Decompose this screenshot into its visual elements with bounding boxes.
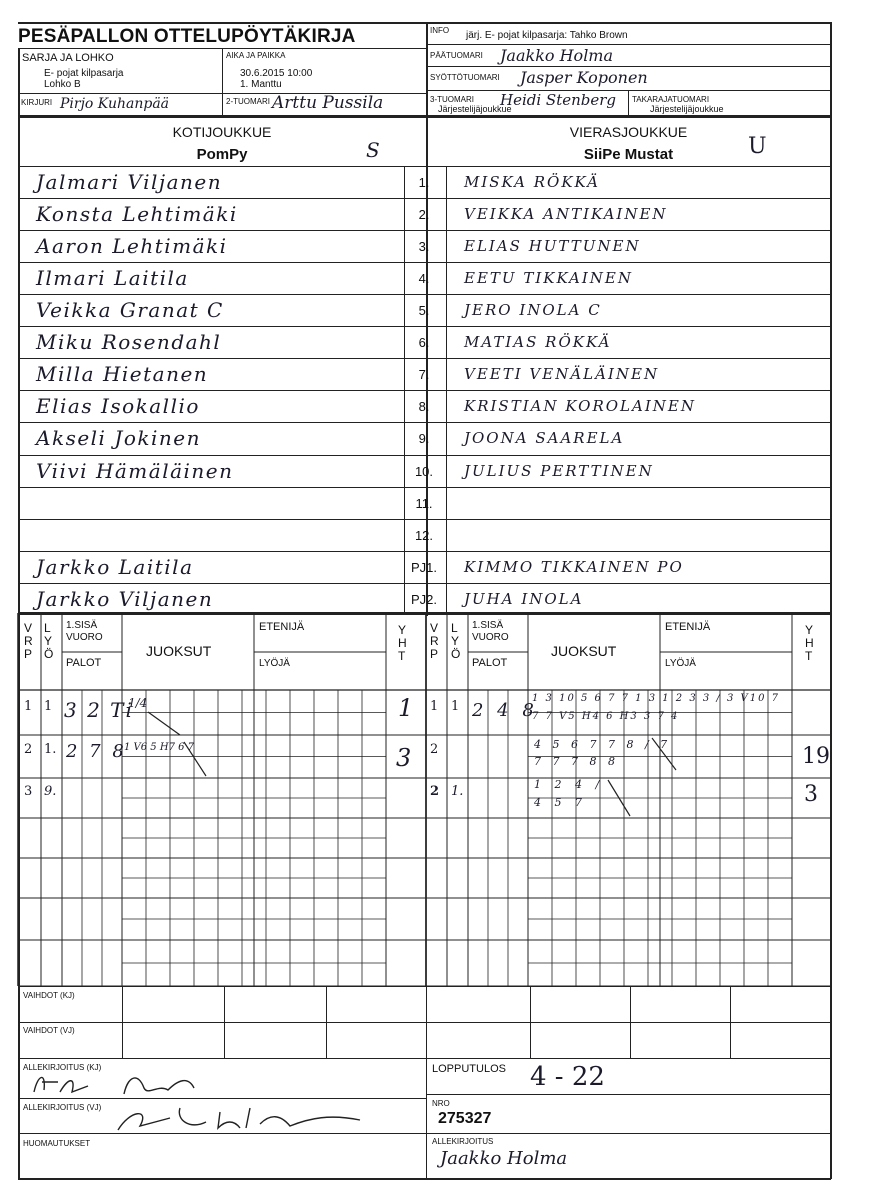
player-number: 7. [418, 367, 430, 382]
away-lyoja-header: LYÖJÄ [665, 658, 696, 669]
home-player-name: Miku Rosendahl [36, 330, 222, 354]
info-label: INFO [430, 26, 450, 35]
home-row2-vrp: 2 [24, 742, 33, 757]
syottotuomari-label: SYÖTTÖTUOMARI [430, 73, 500, 82]
tuomari3-sub: Järjestelijäjoukkue [438, 104, 512, 114]
home-player-name: Aaron Lehtimäki [36, 234, 228, 258]
away-player-name: EETU TIKKAINEN [464, 269, 634, 287]
away-player-name: MATIAS RÖKKÄ [464, 333, 612, 351]
sarja-label: SARJA JA LOHKO [22, 52, 114, 64]
home-row1-vrp: 1 [24, 699, 33, 714]
away-player-name: JOONA SAARELA [464, 429, 625, 447]
nro-label: NRO [432, 1099, 450, 1108]
home-player-name: Ilmari Laitila [36, 266, 189, 290]
home-row3-lyo: 9. [44, 784, 57, 799]
away-row3-vrp: 2 [430, 784, 440, 799]
away-sisa-header: 1.SISÄ VUORO [472, 620, 509, 643]
home-player-name: Akseli Jokinen [36, 426, 201, 450]
aika-value-1: 30.6.2015 10:00 [240, 68, 313, 79]
home-row2-runs: 1 V6 5 H7 6 7 [124, 742, 195, 753]
form-title: PESÄPALLON OTTELUPÖYTÄKIRJA [18, 26, 356, 47]
away-row3-runs: 1 2 4 / 4 5 7 [534, 778, 605, 809]
vaihdot-kj-label: VAIHDOT (KJ) [23, 991, 75, 1000]
syottotuomari-value: Jasper Koponen [520, 68, 648, 87]
takara-label: TAKARAJATUOMARI [632, 95, 710, 104]
away-juoksut-header: JUOKSUT [551, 643, 617, 659]
player-number: 9. [418, 431, 430, 446]
player-number: 8. [418, 399, 430, 414]
player-number: 11. [415, 496, 433, 511]
home-lyo-header: L Y Ö [44, 621, 54, 661]
away-player-name: JERO INOLA C [464, 301, 602, 319]
home-team-header: KOTIJOUKKUE [172, 124, 272, 140]
away-yht-header: Y H T [805, 623, 814, 663]
allekirjoitus-label: ALLEKIRJOITUS [432, 1137, 494, 1146]
sarja-value-1: E- pojat kilpasarja [44, 68, 124, 79]
lopputulos-label: LOPPUTULOS [432, 1063, 506, 1075]
home-sisa-header: 1.SISÄ VUORO [66, 620, 103, 643]
home-palot-header: PALOT [66, 657, 102, 669]
allekirjoitus-kj-label: ALLEKIRJOITUS (KJ) [23, 1063, 102, 1072]
player-number: 1. [418, 175, 430, 190]
tuomari3-value: Heidi Stenberg [500, 91, 617, 109]
home-player-name: Konsta Lehtimäki [36, 202, 238, 226]
home-player-name: Jalmari Viljanen [36, 170, 223, 194]
home-row1-runs: 1/4 [128, 696, 148, 710]
player-number: 5. [418, 303, 430, 318]
lopputulos-value: 4 - 22 [530, 1062, 605, 1092]
away-row1-runs: 1 3 10 5 6 7 7 1 3 1 2 3 3 / 3 V10 7 7 7 V5 H4 6 H3 3 7 4 [532, 693, 780, 722]
tuomari2-value: Arttu Pussila [272, 93, 384, 113]
kirjuri-label: KIRJURI [21, 98, 53, 107]
away-team-name: SiiPe Mustat [583, 146, 674, 163]
away-palot-header: PALOT [472, 657, 508, 669]
allekirjoitus-vj-label: ALLEKIRJOITUS (VJ) [23, 1103, 102, 1112]
away-row1-lyo: 1 [451, 699, 460, 714]
away-player-name: VEETI VENÄLÄINEN [464, 365, 660, 383]
home-lyoja-header: LYÖJÄ [259, 658, 290, 669]
nro-value: 275327 [438, 1110, 492, 1127]
tuomari3-label: 3-TUOMARI [430, 95, 474, 104]
player-number: 12. [414, 528, 434, 543]
player-number: PJ2. [410, 592, 437, 607]
away-row2-yht: 19 [802, 744, 830, 769]
aika-label: AIKA JA PAIKKA [226, 51, 286, 60]
home-etenija-header: ETENIJÄ [259, 621, 305, 633]
vaihdot-vj-label: VAIHDOT (VJ) [23, 1026, 75, 1035]
away-team-header: VIERASJOUKKUE [569, 124, 688, 140]
tuomari2-label: 2-TUOMARI [226, 97, 270, 106]
away-player-name: MISKA RÖKKÄ [464, 173, 600, 191]
player-number: 10. [414, 464, 434, 479]
takara-sub: Järjestelijäjoukkue [650, 104, 724, 114]
home-player-name: Elias Isokallio [36, 394, 200, 418]
away-player-name: JUHA INOLA [464, 590, 584, 608]
home-player-name: Viivi Hämäläinen [36, 459, 234, 483]
away-etenija-header: ETENIJÄ [665, 621, 711, 633]
away-player-name: KRISTIAN KOROLAINEN [464, 397, 696, 415]
home-player-name: Jarkko Laitila [36, 555, 194, 579]
player-number: 6. [418, 335, 430, 350]
player-number: 4. [418, 271, 430, 286]
away-row2-vrp: 2 [430, 742, 439, 757]
player-number: PJ1. [410, 560, 437, 575]
home-team-name: PomPy [196, 146, 248, 163]
allekirjoitus-value: Jaakko Holma [440, 1148, 568, 1169]
kirjuri-value: Pirjo Kuhanpää [60, 96, 170, 112]
signature-kj [28, 1066, 228, 1100]
away-side-mark: U [748, 134, 767, 159]
away-row3-lyo: 1. [451, 784, 464, 799]
home-juoksut-header: JUOKSUT [146, 643, 212, 659]
huomautukset-label: HUOMAUTUKSET [23, 1139, 91, 1148]
away-row3-yht: 3 [804, 782, 818, 807]
home-side-mark: S [366, 138, 380, 162]
player-number: 2. [418, 207, 430, 222]
home-yht-header: Y H T [398, 623, 407, 663]
info-value: järj. E- pojat kilpasarja: Tahko Brown [466, 30, 628, 41]
home-row2-yht: 3 [396, 744, 412, 772]
home-row2-lyo: 1. [44, 742, 57, 757]
home-player-name: Milla Hietanen [36, 362, 209, 386]
sarja-value-2: Lohko B [44, 79, 81, 90]
away-lyo-header: L Y Ö [451, 621, 461, 661]
signature-vj [110, 1100, 370, 1134]
home-row1-lyo: 1 [44, 699, 53, 714]
away-row1-vrp: 1 [430, 699, 439, 714]
home-row1-palot: 3 2 Ti [64, 698, 134, 722]
paatuomari-value: Jaakko Holma [500, 46, 614, 65]
home-player-name: Veikka Granat C [36, 298, 224, 322]
aika-value-2: 1. Manttu [240, 79, 282, 90]
home-player-name: Jarkko Viljanen [36, 587, 214, 611]
home-row2-palot: 2 7 8 [66, 741, 127, 762]
player-number: 3. [418, 239, 430, 254]
away-player-name: KIMMO TIKKAINEN PO [464, 558, 684, 576]
away-player-name: ELIAS HUTTUNEN [464, 237, 641, 255]
away-player-name: JULIUS PERTTINEN [464, 462, 654, 480]
home-row3-vrp: 3 [24, 784, 33, 799]
away-row2-runs: 4 5 6 7 7 8 / 7 7 7 7 8 8 [534, 738, 672, 768]
paatuomari-label: PÄÄTUOMARI [430, 51, 483, 60]
home-row1-yht: 1 [398, 694, 414, 722]
away-player-name: VEIKKA ANTIKAINEN [464, 205, 668, 223]
away-row1-palot: 2 4 8 [472, 700, 538, 721]
away-vrp-header: V R P [430, 621, 439, 661]
home-vrp-header: V R P [24, 621, 33, 661]
grid-line [148, 712, 180, 735]
